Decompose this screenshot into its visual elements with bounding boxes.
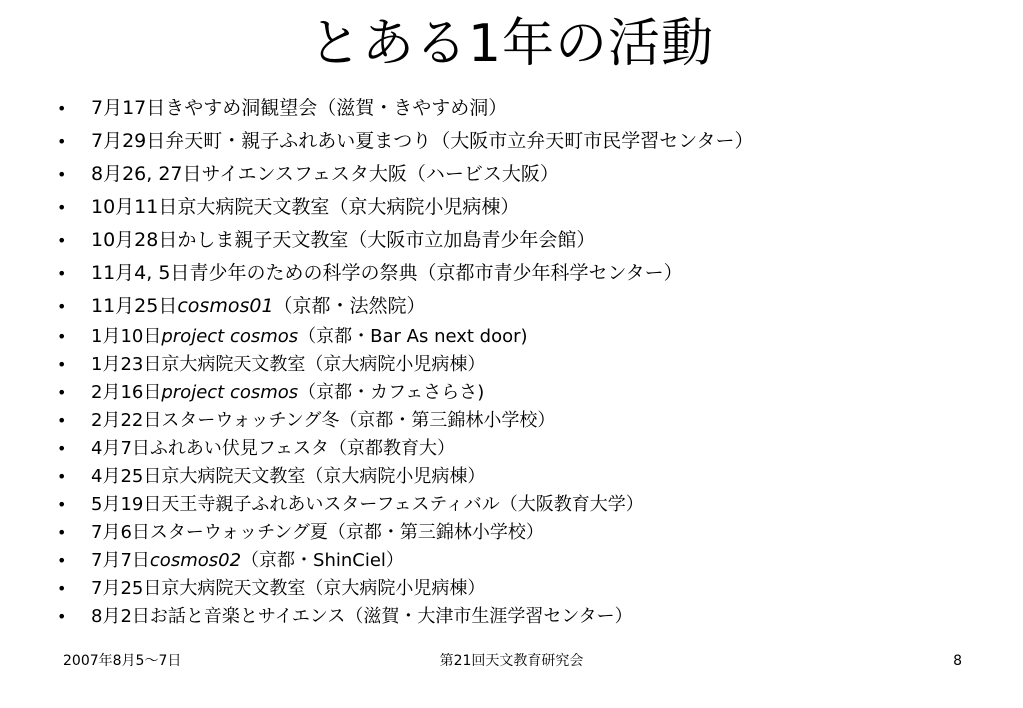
list-item: [0, 463, 1023, 491]
list-item-text: 2月22日スターウォッチング冬（京都・第三錦林小学校）: [91, 410, 556, 431]
bullet-icon: •: [57, 439, 67, 458]
list-item: [0, 290, 1023, 323]
list-item: [0, 575, 1023, 603]
bullet-icon: •: [57, 411, 67, 430]
bullet-icon: •: [57, 495, 67, 514]
list-item-text: 7月25日京大病院天文教室（京大病院小児病棟）: [91, 578, 486, 599]
list-item: [0, 92, 1023, 125]
list-item: [0, 379, 1023, 407]
list-item-text: 8月26, 27日サイエンスフェスタ大阪（ハービス大阪）: [91, 163, 559, 185]
bullet-icon: •: [57, 607, 67, 626]
list-item: [0, 603, 1023, 636]
bullet-icon: •: [57, 327, 67, 346]
list-item: [0, 547, 1023, 575]
list-item: [0, 407, 1023, 435]
list-item-text: 11月4, 5日青少年のための科学の祭典（京都市青少年科学センター）: [91, 262, 683, 284]
bullet-icon: •: [57, 551, 67, 570]
list-item-text: 11月25日cosmos01（京都・法然院）: [91, 295, 426, 317]
list-item: [0, 224, 1023, 257]
bullet-icon: •: [57, 467, 67, 486]
footer-date: 2007年8月5～7日: [63, 653, 182, 669]
activity-list: [0, 92, 1023, 636]
list-item-text: 10月11日京大病院天文教室（京大病院小児病棟）: [91, 196, 520, 218]
list-item-text: 4月7日ふれあい伏見フェスタ（京都教育大）: [91, 438, 456, 459]
list-item-text: 8月2日お話と音楽とサイエンス（滋賀・大津市生涯学習センター）: [91, 606, 633, 627]
bullet-icon: •: [57, 99, 67, 118]
bullet-icon: •: [57, 165, 67, 184]
list-item: [0, 519, 1023, 547]
bullet-icon: •: [57, 579, 67, 598]
list-item: [0, 257, 1023, 290]
bullet-icon: •: [57, 231, 67, 250]
slide-title: とある1年の活動: [308, 14, 715, 74]
list-item: [0, 323, 1023, 351]
bullet-icon: •: [57, 355, 67, 374]
bullet-icon: •: [57, 383, 67, 402]
bullet-icon: •: [57, 132, 67, 151]
list-item-text: 1月23日京大病院天文教室（京大病院小児病棟）: [91, 354, 486, 375]
list-item-text: 7月29日弁天町・親子ふれあい夏まつり（大阪市立弁天町市民学習センター）: [91, 130, 754, 152]
list-item-text: 4月25日京大病院天文教室（京大病院小児病棟）: [91, 466, 486, 487]
list-item-text: 7月7日cosmos02（京都・ShinCiel）: [91, 550, 404, 571]
footer-event-name: 第21回天文教育研究会: [439, 653, 584, 669]
list-item-text: 7月17日きやすめ洞観望会（滋賀・きやすめ洞）: [91, 97, 508, 119]
list-item: [0, 158, 1023, 191]
list-item: [0, 351, 1023, 379]
bullet-icon: •: [57, 523, 67, 542]
list-item-text: 1月10日project cosmos（京都・Bar As next door): [91, 326, 528, 347]
list-item: [0, 435, 1023, 463]
list-item: [0, 125, 1023, 158]
list-item-text: 5月19日天王寺親子ふれあいスターフェスティバル（大阪教育大学）: [91, 494, 644, 515]
list-item-text: 7月6日スターウォッチング夏（京都・第三錦林小学校）: [91, 522, 544, 543]
list-item-text: 2月16日project cosmos（京都・カフェさらさ): [91, 382, 485, 403]
list-item: [0, 191, 1023, 224]
list-item: [0, 491, 1023, 519]
bullet-icon: •: [57, 198, 67, 217]
bullet-icon: •: [57, 264, 67, 283]
page-number: 8: [953, 653, 962, 669]
list-item-text: 10月28日かしま親子天文教室（大阪市立加島青少年会館）: [91, 229, 596, 251]
bullet-icon: •: [57, 297, 67, 316]
